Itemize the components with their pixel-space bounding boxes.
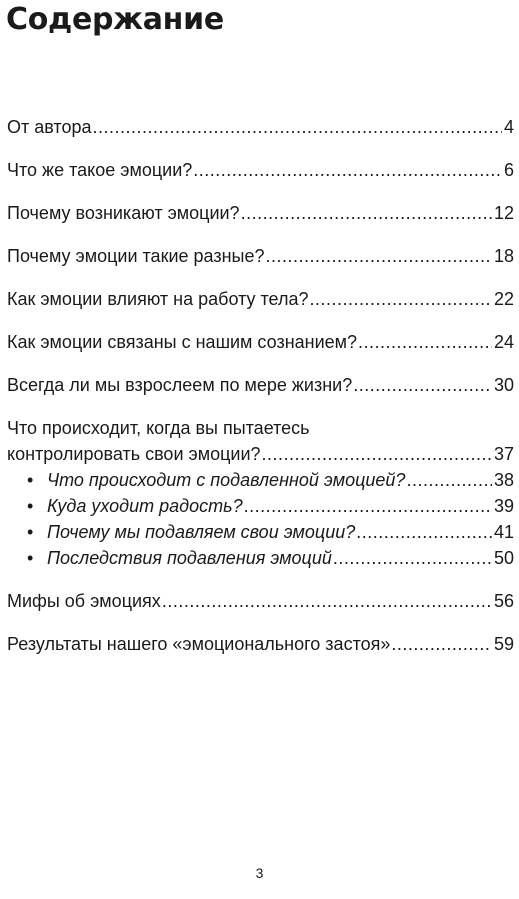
toc-subentry-label: Что происходит с подавленной эмоцией? xyxy=(47,470,406,490)
toc-entry-from-author xyxy=(7,114,514,140)
toc-entry-page: 30 xyxy=(493,375,514,395)
toc-entry-why-emotions-differ xyxy=(7,243,514,269)
toc-entry-growing-up xyxy=(7,372,514,398)
toc-entry-page: 4 xyxy=(503,117,514,137)
toc-entry-emotions-and-mind xyxy=(7,329,514,355)
bullet-icon: • xyxy=(27,496,34,516)
toc-entry-label: Как эмоции влияют на работу тела? xyxy=(7,289,309,309)
toc-subentry-page: 50 xyxy=(493,548,514,568)
dot-leader xyxy=(262,441,492,467)
dot-leader xyxy=(244,493,492,519)
toc-subentry-page: 39 xyxy=(493,496,514,516)
dot-leader xyxy=(241,200,492,226)
toc-entry-myths xyxy=(7,588,514,614)
toc-subentry-suppression-consequences xyxy=(7,545,514,571)
dot-leader xyxy=(353,372,492,398)
toc-subentry-page: 41 xyxy=(493,522,514,542)
toc-subentry-label: Почему мы подавляем свои эмоции? xyxy=(47,522,356,542)
toc-entry-label-line2-row xyxy=(7,441,514,467)
toc-entry-label: Результаты нашего «эмоционального застоя» xyxy=(7,634,391,654)
toc-subentry-label: Куда уходит радость? xyxy=(47,496,243,516)
toc-entry-page: 22 xyxy=(493,289,514,309)
toc-entry-what-are-emotions xyxy=(7,157,514,183)
bullet-icon: • xyxy=(27,548,34,568)
dot-leader xyxy=(162,588,492,614)
toc-entry-emotions-and-body xyxy=(7,286,514,312)
dot-leader xyxy=(406,467,492,493)
toc-entry-page: 6 xyxy=(503,160,514,180)
toc-entry-label-line1: Что происходит, когда вы пытаетесь xyxy=(7,418,310,438)
dot-leader xyxy=(193,157,502,183)
toc-entry-page: 18 xyxy=(493,246,514,266)
dot-leader xyxy=(310,286,492,312)
dot-leader xyxy=(265,243,491,269)
bullet-icon: • xyxy=(27,522,34,542)
toc-entry-label: Как эмоции связаны с нашим сознанием? xyxy=(7,332,358,352)
toc-entry-page: 56 xyxy=(493,591,514,611)
toc-entry-label: Мифы об эмоциях xyxy=(7,591,161,611)
toc-entry-label: контролировать свои эмоции? xyxy=(7,444,261,464)
toc-entry-controlling-emotions xyxy=(7,415,514,467)
page-title: Содержание xyxy=(6,2,224,37)
page-number: 3 xyxy=(255,865,264,881)
dot-leader xyxy=(358,329,492,355)
dot-leader xyxy=(333,545,492,571)
toc-entry-label: От автора xyxy=(7,117,92,137)
toc-entry-label: Почему эмоции такие разные? xyxy=(7,246,265,266)
toc-entry-page: 12 xyxy=(493,203,514,223)
toc-subentry-why-we-suppress xyxy=(7,519,514,545)
dot-leader xyxy=(356,519,492,545)
toc-entry-page: 37 xyxy=(493,444,514,464)
toc-entry-page: 59 xyxy=(493,634,514,654)
table-of-contents xyxy=(7,114,514,657)
toc-entry-label: Почему возникают эмоции? xyxy=(7,203,240,223)
toc-subentry-suppressed-emotion xyxy=(7,467,514,493)
dot-leader xyxy=(93,114,502,140)
toc-entry-results xyxy=(7,631,514,657)
toc-entry-why-emotions-arise xyxy=(7,200,514,226)
dot-leader xyxy=(391,631,492,657)
toc-entry-label: Что же такое эмоции? xyxy=(7,160,193,180)
toc-subentry-label: Последствия подавления эмоций xyxy=(47,548,332,568)
toc-subentry-page: 38 xyxy=(493,470,514,490)
toc-entry-label: Всегда ли мы взрослеем по мере жизни? xyxy=(7,375,353,395)
toc-subentry-where-joy-goes xyxy=(7,493,514,519)
bullet-icon: • xyxy=(27,470,34,490)
toc-entry-page: 24 xyxy=(493,332,514,352)
